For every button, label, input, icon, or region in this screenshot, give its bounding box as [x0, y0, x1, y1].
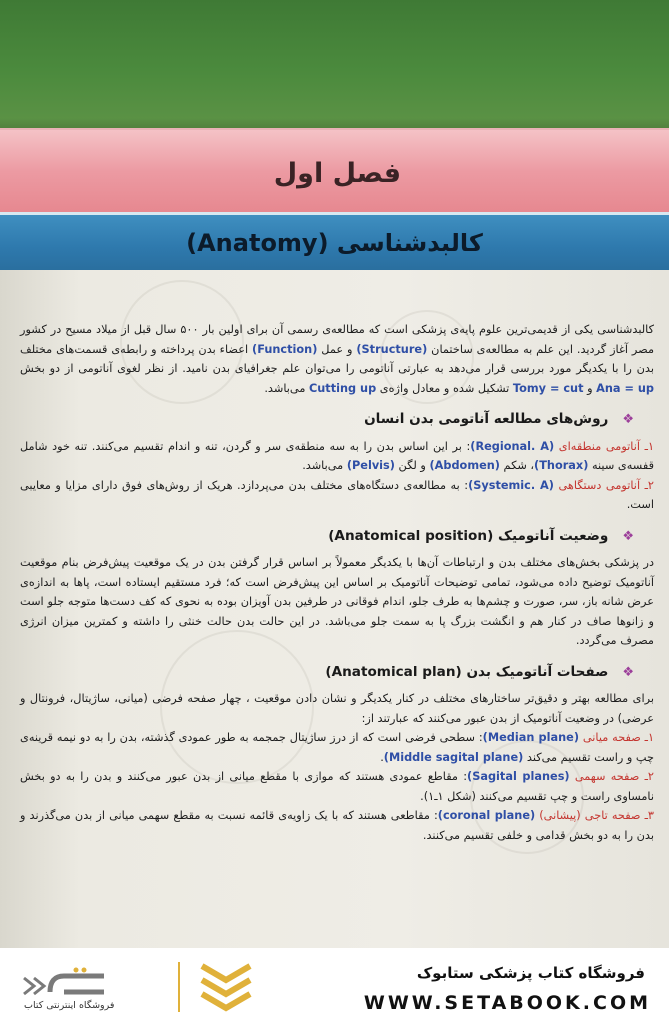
heading-anatomical-planes: ❖صفحات آناتومیک بدن (Anatomical plan) — [325, 663, 634, 680]
stacked-chevron-logo-icon — [196, 960, 256, 1014]
term-tomy: Tomy = cut — [512, 381, 584, 395]
logo-separator — [178, 962, 180, 1012]
term-function: (Function) — [252, 342, 318, 356]
chapter-title: فصل اول — [273, 158, 401, 189]
method-systemic: ۲ـ آناتومی دستگاهی (Systemic. A): به مطالعه‌ی دستگاه‌های مختلف بدن می‌پردازد. هریک از روش‌های فوق دارای مزایا و معایبی است. — [20, 478, 654, 511]
term-ana: Ana = up — [596, 381, 654, 395]
store-footer — [0, 948, 669, 1024]
page-body — [0, 270, 669, 948]
diamond-bullet-icon: ❖ — [622, 528, 634, 544]
section-title: کالبدشناسی (Anatomy) — [186, 229, 483, 257]
store-name: فروشگاه کتاب پزشکی ستابوک — [416, 964, 645, 982]
term-structure: (Structure) — [356, 342, 428, 356]
intro-paragraph: کالبدشناسی یکی از قدیمی‌ترین علوم پایه‌ی پزشکی است که مطالعه‌ی رسمی آن برای اولین بار ۵۰۰ سال قبل از میلاد مسیح در کشور مصر آغاز گردید. این علم به مطالعه‌ی ساختمان (Structure) و عمل (Function) اعضاء بدن پرداخته و رابطه‌ی قسمت‌های مختلف بدن را با یکدیگر مورد بررسی قرار می‌دهد به عبارتی آناتومی را می‌توان علم جغرافیای بدن نامید. از نظر لغوی آناتومی از دو بخش Ana = up و Tomy = cut تشکیل شده و معادل واژه‌ی Cutting up می‌باشد. — [20, 323, 655, 395]
position-paragraph: در پزشکی بخش‌های مختلف بدن و ارتباطات آن‌ها با یکدیگر معمولاً بر اساس قرار گرفتن بدن در یک موقعیت پیش‌فرض بنام موقعیت آناتومیک توضیح داده می‌شود، تمامی توضیحات آناتومیک بر اساس این پیش‌فرض است که؛ فرد مستقیم ایستاده است، پاها به اندازه‌ی عرض شانه باز، سر، صورت و چشم‌ها به طرف جلو، اندام فوقانی در طرفین بدن آویزان بوده به نحوی که کف دست‌ها متوجه جلو است و زانوها صاف در کنار هم و انگشت بزرگ پا به سمت جلو می‌باشد. در این حالت بدن حالت خنثی را داشته و کمترین میزان انرژی مصرف می‌گردد. — [20, 556, 654, 647]
section-title-band — [0, 212, 669, 270]
method-regional: ۱ـ آناتومی منطقه‌ای (Regional. A): بر این اساس بدن را به سه منطقه‌ی سر و گردن، تنه و اندام تقسیم می‌کنند. تنه خود شامل قفسه‌ی سینه (Thorax)، شکم (Abdomen) و لگن (Pelvis) می‌باشد. — [20, 439, 655, 472]
store-url[interactable]: WWW.SETABOOK.COM — [363, 992, 651, 1014]
text-content — [20, 320, 654, 845]
setabook-logo — [20, 958, 290, 1016]
diamond-bullet-icon: ❖ — [622, 664, 634, 680]
logo-tagline: فروشگاه اینترنتی کتاب — [24, 1000, 115, 1011]
term-cutting-up: Cutting up — [308, 381, 377, 395]
diamond-bullet-icon: ❖ — [622, 412, 634, 427]
plane-median: ۱ـ صفحه میانی (Median plane): سطحی فرضی است که از درز ساژیتال جمجمه به طور عمودی گذشته، بدن را به دو نیمه قرینه‌ی چپ و راست تقسیم می‌کند (Middle sagital plane). — [20, 731, 655, 764]
heading-study-methods: ❖روش‌های مطالعه آناتومی بدن انسان — [364, 411, 634, 427]
cover-photo-band — [0, 0, 669, 128]
planes-intro: برای مطالعه بهتر و دقیق‌تر ساختارهای مختلف در کنار یکدیگر و نشان دادن موقعیت ، چهار صفحه فرضی (میانی، ساژیتال، فرونتال و عرضی) در وضعیت آناتومیک از بدن عبور می‌کنند که عبارتند از: — [20, 692, 654, 725]
heading-anatomical-position: ❖وضعیت آناتومیک (Anatomical position) — [328, 527, 634, 544]
chapter-band — [0, 128, 669, 214]
plane-sagital: ۲ـ صفحه سهمی (Sagital planes): مقاطع عمودی هستند که موازی با مقطع میانی از بدن عبور می‌کنند و بدن را به دو بخش نامساوی راست و چپ تقسیم می‌کنند (شکل ۱ـ۱). — [20, 770, 654, 803]
plane-coronal: ۳ـ صفحه تاجی (پیشانی) (coronal plane): مقاطعی هستند که با یک زاویه‌ی قائمه نسبت به مقطع سهمی میانی از بدن می‌گذرند و بدن را به دو بخش قدامی و خلفی تقسیم می‌کنند. — [20, 809, 654, 842]
